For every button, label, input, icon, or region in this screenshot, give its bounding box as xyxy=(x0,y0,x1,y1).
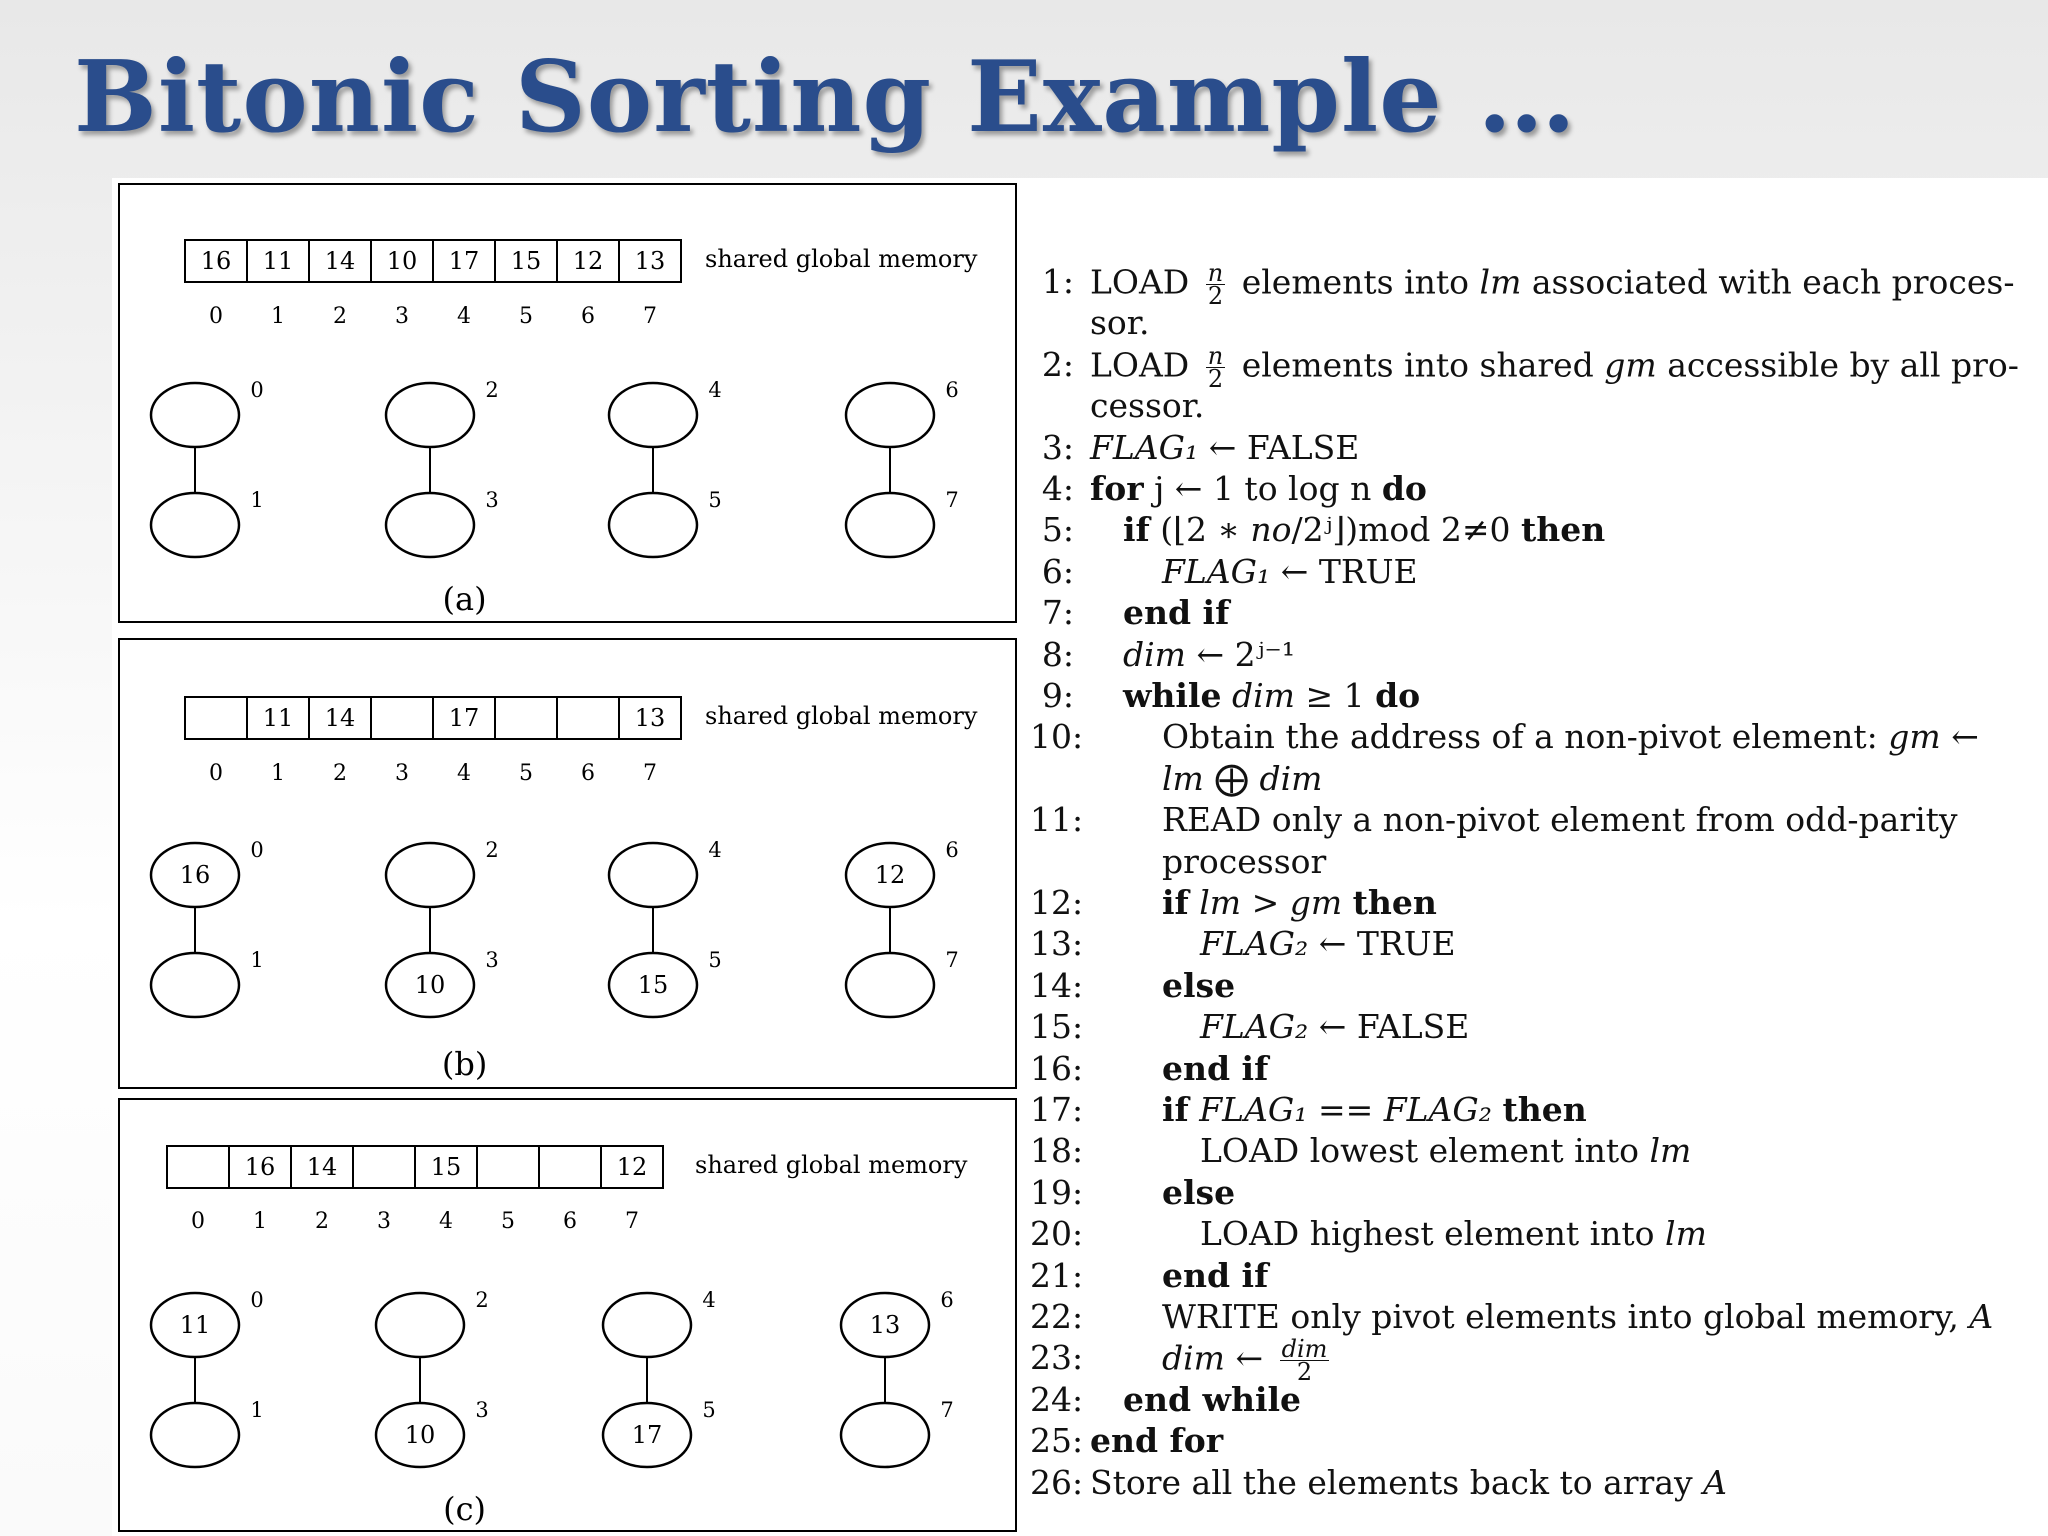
memory-index: 4 xyxy=(439,1209,453,1234)
processor-node xyxy=(151,1403,239,1467)
memory-index: 5 xyxy=(519,761,533,786)
processor-value: 15 xyxy=(637,971,669,999)
algorithm-line xyxy=(1030,1421,2040,1463)
line-text xyxy=(1162,966,1235,1005)
code-text: dim xyxy=(1259,758,1323,798)
processor-node xyxy=(846,493,934,557)
line-text xyxy=(1200,1131,1691,1170)
keyword: end if xyxy=(1162,1255,1269,1295)
processor-node xyxy=(151,493,239,557)
memory-value: 13 xyxy=(634,247,666,275)
memory-value: 15 xyxy=(430,1153,462,1181)
algorithm-line xyxy=(1030,842,2040,884)
line-number: 16: xyxy=(1030,1048,1084,1088)
code-text: ← xyxy=(1940,717,1979,757)
line-number: 18: xyxy=(1030,1131,1084,1171)
keyword: then xyxy=(1521,510,1606,550)
code-text: WRITE only pivot elements into global memory, xyxy=(1162,1297,1970,1336)
figure-panel-c xyxy=(118,1098,1017,1532)
processor-id: 7 xyxy=(945,948,959,972)
line-text xyxy=(1162,1297,1993,1336)
code-text: lm xyxy=(1649,1131,1692,1171)
line-number: 21: xyxy=(1030,1255,1084,1295)
line-text xyxy=(1090,386,1204,425)
line-number: 10: xyxy=(1030,717,1084,757)
keyword: end if xyxy=(1162,1048,1269,1088)
line-text xyxy=(1200,1007,1469,1046)
code-text xyxy=(1342,883,1353,922)
processor-id: 5 xyxy=(708,488,722,512)
memory-index: 4 xyxy=(457,304,471,329)
line-number: 17: xyxy=(1030,1090,1084,1129)
keyword: then xyxy=(1502,1090,1587,1129)
memory-value: 10 xyxy=(386,247,418,275)
memory-cell xyxy=(477,1146,539,1188)
memory-index: 7 xyxy=(643,761,657,786)
memory-index: 7 xyxy=(643,304,657,329)
processor-id: 5 xyxy=(708,948,722,972)
processor-value: 10 xyxy=(404,1421,436,1449)
code-text: gm xyxy=(1604,345,1657,385)
memory-value: 15 xyxy=(510,247,542,275)
algorithm-line xyxy=(1030,717,2040,759)
line-number: 19: xyxy=(1030,1172,1084,1212)
code-text: FLAG₂ xyxy=(1383,1090,1492,1129)
code-text: ← 2ʲ⁻¹ xyxy=(1185,634,1295,674)
line-number: 26: xyxy=(1030,1462,1084,1502)
code-text: (⌊2 ∗ xyxy=(1149,510,1251,550)
line-text xyxy=(1162,1049,1268,1088)
processor-node xyxy=(603,1293,691,1357)
code-text: gm xyxy=(1289,883,1343,922)
keyword: end while xyxy=(1123,1379,1302,1419)
memory-index: 7 xyxy=(625,1209,639,1234)
processor-node xyxy=(151,383,239,447)
code-text: ← xyxy=(1224,1338,1274,1378)
code-text: ← FALSE xyxy=(1308,1007,1470,1047)
processor-value: 10 xyxy=(414,971,446,999)
algorithm-line xyxy=(1030,1090,2040,1132)
algorithm-line xyxy=(1030,1335,2040,1387)
code-text: LOAD lowest element into xyxy=(1200,1131,1650,1171)
line-number: 8: xyxy=(1041,634,1074,674)
memory-value: 16 xyxy=(244,1153,276,1181)
code-text: dim xyxy=(1162,1338,1225,1378)
line-number: 20: xyxy=(1030,1214,1084,1254)
processor-id: 3 xyxy=(475,1398,489,1422)
code-text: dim xyxy=(1231,676,1295,715)
processor-id: 0 xyxy=(250,378,264,402)
memory-value: 14 xyxy=(324,247,356,275)
memory-value: 12 xyxy=(572,247,604,275)
memory-index: 0 xyxy=(209,304,223,329)
algorithm-line xyxy=(1030,1297,2040,1339)
code-text xyxy=(1189,1090,1200,1129)
line-text xyxy=(1162,1173,1235,1212)
algorithm-line xyxy=(1030,1173,2040,1215)
processor-node xyxy=(386,843,474,907)
line-number: 25: xyxy=(1030,1421,1084,1461)
processor-id: 0 xyxy=(250,1288,264,1312)
keyword: if xyxy=(1162,1090,1189,1129)
code-text: lm xyxy=(1162,758,1204,798)
memory-cell xyxy=(495,697,557,739)
processor-id: 4 xyxy=(702,1288,716,1312)
processor-id: 6 xyxy=(940,1288,954,1312)
code-text: lm xyxy=(1479,262,1522,302)
algorithm-line xyxy=(1030,1463,2040,1505)
line-number: 12: xyxy=(1030,883,1084,922)
line-number: 3: xyxy=(1041,427,1074,467)
line-text xyxy=(1090,428,1359,467)
algorithm-line xyxy=(1030,1256,2040,1298)
line-text xyxy=(1162,1090,1587,1129)
algorithm-line xyxy=(1030,1049,2040,1091)
line-text xyxy=(1162,883,1437,922)
line-number: 22: xyxy=(1030,1297,1084,1336)
code-text: lm xyxy=(1199,883,1242,922)
processor-id: 4 xyxy=(708,838,722,862)
processor-value: 12 xyxy=(874,861,906,889)
code-text: FLAG₁ xyxy=(1199,1090,1308,1129)
line-number: 5: xyxy=(1041,510,1074,550)
processor-id: 2 xyxy=(475,1288,489,1312)
code-text: elements into shared xyxy=(1231,345,1605,385)
code-text: associated with each proces- xyxy=(1521,262,2015,302)
code-text: LOAD highest element into xyxy=(1200,1214,1666,1254)
processor-node xyxy=(846,383,934,447)
line-number: 7: xyxy=(1041,593,1074,633)
memory-index: 1 xyxy=(253,1209,267,1234)
processor-id: 2 xyxy=(485,378,499,402)
memory-cell xyxy=(371,697,433,739)
code-text: Obtain the address of a non-pivot element: xyxy=(1162,717,1889,757)
line-text xyxy=(1162,1335,1335,1387)
memory-index: 2 xyxy=(315,1209,329,1234)
processor-value: 11 xyxy=(179,1311,211,1339)
memory-index: 0 xyxy=(191,1209,205,1234)
processor-node xyxy=(609,493,697,557)
line-text xyxy=(1123,676,1420,715)
line-text xyxy=(1162,800,1958,839)
line-text xyxy=(1123,635,1295,674)
code-text: ← TRUE xyxy=(1308,924,1456,964)
memory-value: 14 xyxy=(324,704,356,732)
line-number: 24: xyxy=(1030,1379,1084,1419)
memory-index: 3 xyxy=(395,304,409,329)
keyword: else xyxy=(1162,965,1236,1005)
processor-node xyxy=(386,493,474,557)
processor-id: 1 xyxy=(250,948,264,972)
algorithm-line xyxy=(1030,552,2040,594)
keyword: else xyxy=(1162,1172,1236,1212)
line-number: 1: xyxy=(1041,262,1074,301)
algorithm-line xyxy=(1030,1380,2040,1422)
code-text: ← FALSE xyxy=(1198,427,1360,467)
line-number: 9: xyxy=(1041,676,1074,715)
memory-value: 11 xyxy=(262,247,294,275)
code-text: j ← 1 to log n xyxy=(1143,469,1382,508)
panel-caption: (c) xyxy=(443,1490,487,1528)
processor-id: 6 xyxy=(945,838,959,862)
code-text: LOAD xyxy=(1090,262,1200,302)
processor-id: 2 xyxy=(485,838,499,862)
keyword: while xyxy=(1123,676,1222,715)
processor-node xyxy=(609,843,697,907)
code-text: gm xyxy=(1888,717,1941,757)
processor-node xyxy=(376,1293,464,1357)
algorithm-line xyxy=(1030,1007,2040,1049)
code-text: FLAG₁ xyxy=(1162,551,1271,591)
algorithm-line xyxy=(1030,303,2040,345)
panel-diagram xyxy=(120,640,1015,1087)
algorithm-line xyxy=(1030,259,2040,310)
memory-value: 11 xyxy=(262,704,294,732)
processor-node xyxy=(841,1403,929,1467)
memory-index: 6 xyxy=(563,1209,577,1234)
memory-index: 6 xyxy=(581,761,595,786)
processor-value: 17 xyxy=(631,1421,663,1449)
memory-index: 6 xyxy=(581,304,595,329)
processor-node xyxy=(386,383,474,447)
line-text xyxy=(1200,1214,1707,1253)
code-text: LOAD xyxy=(1090,345,1200,385)
memory-index: 2 xyxy=(333,304,347,329)
memory-cell xyxy=(185,697,247,739)
processor-node xyxy=(609,383,697,447)
figure-panel-a xyxy=(118,183,1017,623)
keyword: for xyxy=(1090,469,1144,508)
code-text: elements into xyxy=(1231,262,1480,302)
code-text: accessible by all pro- xyxy=(1656,345,2019,385)
memory-value: 13 xyxy=(634,704,666,732)
line-number: 23: xyxy=(1030,1338,1084,1378)
code-text: FLAG₂ xyxy=(1200,924,1309,964)
algorithm-line xyxy=(1030,759,2040,801)
algorithm-line xyxy=(1030,800,2040,842)
keyword: end for xyxy=(1090,1421,1224,1461)
algorithm-line xyxy=(1030,966,2040,1008)
processor-value: 13 xyxy=(869,1311,901,1339)
algorithm-line xyxy=(1030,386,2040,428)
panel-diagram xyxy=(120,1100,1015,1530)
keyword: then xyxy=(1352,883,1437,922)
code-text xyxy=(1492,1090,1503,1129)
keyword: if xyxy=(1162,883,1189,922)
code-text: FLAG₁ xyxy=(1090,427,1199,467)
code-text: sor. xyxy=(1090,303,1150,343)
panel-diagram xyxy=(120,185,1015,621)
code-text: cessor. xyxy=(1090,386,1205,426)
figure-panel-b xyxy=(118,638,1017,1089)
memory-cell xyxy=(557,697,619,739)
algorithm-line xyxy=(1030,1214,2040,1256)
line-text xyxy=(1090,341,2019,393)
processor-id: 3 xyxy=(485,488,499,512)
line-number: 6: xyxy=(1041,551,1074,591)
line-number: 15: xyxy=(1030,1007,1084,1047)
line-text xyxy=(1123,593,1229,632)
line-number: 2: xyxy=(1041,344,1074,384)
processor-id: 5 xyxy=(702,1398,716,1422)
processor-id: 1 xyxy=(250,1398,264,1422)
code-text: Store all the elements back to array xyxy=(1090,1462,1704,1502)
processor-value: 16 xyxy=(179,861,211,889)
line-text xyxy=(1162,552,1418,591)
memory-value: 14 xyxy=(306,1153,338,1181)
processor-id: 4 xyxy=(708,378,722,402)
line-text xyxy=(1123,510,1605,549)
fraction: $\frac{n}{2}$ xyxy=(1207,341,1224,393)
shared-memory-label: shared global memory xyxy=(695,1151,968,1179)
line-text xyxy=(1090,259,2015,310)
slide-title: Bitonic Sorting Example … xyxy=(74,40,1577,155)
line-number: 4: xyxy=(1041,469,1074,508)
line-text xyxy=(1090,469,1427,508)
code-text: lm xyxy=(1665,1214,1707,1254)
memory-cell xyxy=(167,1146,229,1188)
memory-index: 0 xyxy=(209,761,223,786)
line-text xyxy=(1162,717,1979,756)
code-text: ⨁ xyxy=(1203,758,1260,799)
memory-index: 4 xyxy=(457,761,471,786)
algorithm-line xyxy=(1030,924,2040,966)
processor-node xyxy=(151,953,239,1017)
line-text xyxy=(1162,842,1326,881)
fraction: $\frac{n}{2}$ xyxy=(1207,259,1224,310)
line-text xyxy=(1090,1421,1223,1460)
line-text xyxy=(1162,1256,1268,1295)
algorithm-line xyxy=(1030,635,2040,677)
panel-caption: (b) xyxy=(441,1045,488,1083)
algorithm-line xyxy=(1030,341,2040,393)
keyword: do xyxy=(1381,469,1427,508)
algorithm-line xyxy=(1030,1131,2040,1173)
code-text: > xyxy=(1241,883,1290,922)
code-text xyxy=(1221,676,1232,715)
memory-index: 2 xyxy=(333,761,347,786)
code-text: ← TRUE xyxy=(1270,551,1418,591)
fraction: $\frac{\text{dim}}{2}$ xyxy=(1281,1335,1328,1387)
line-text xyxy=(1162,759,1322,799)
keyword: do xyxy=(1375,676,1421,715)
line-text xyxy=(1090,1463,1727,1502)
processor-id: 7 xyxy=(945,488,959,512)
memory-index: 3 xyxy=(395,761,409,786)
line-text xyxy=(1090,303,1149,342)
shared-memory-label: shared global memory xyxy=(705,245,978,273)
line-text xyxy=(1123,1380,1301,1419)
line-number: 13: xyxy=(1030,924,1084,964)
algorithm-line xyxy=(1030,469,2040,511)
code-text: ≥ 1 xyxy=(1294,676,1376,715)
code-text: dim xyxy=(1123,634,1186,674)
algorithm-line xyxy=(1030,676,2040,718)
code-text: == xyxy=(1307,1090,1384,1129)
algorithm-line xyxy=(1030,510,2040,552)
memory-value: 12 xyxy=(616,1153,648,1181)
algorithm-line xyxy=(1030,883,2040,925)
keyword: end if xyxy=(1123,593,1230,633)
panel-caption: (a) xyxy=(442,580,487,618)
code-text: processor xyxy=(1162,841,1327,881)
code-text: READ only a non-pivot element from odd-parity xyxy=(1162,800,1958,840)
code-text: A xyxy=(1703,1462,1727,1502)
code-text xyxy=(1189,883,1200,922)
processor-id: 3 xyxy=(485,948,499,972)
memory-index: 1 xyxy=(271,761,285,786)
memory-index: 5 xyxy=(501,1209,515,1234)
line-number: 14: xyxy=(1030,965,1084,1005)
memory-index: 1 xyxy=(271,304,285,329)
processor-node xyxy=(846,953,934,1017)
line-text xyxy=(1200,924,1456,963)
keyword: if xyxy=(1123,510,1150,550)
processor-id: 6 xyxy=(945,378,959,402)
memory-index: 5 xyxy=(519,304,533,329)
processor-id: 0 xyxy=(250,838,264,862)
memory-cell xyxy=(539,1146,601,1188)
algorithm-line xyxy=(1030,593,2040,635)
memory-value: 17 xyxy=(448,247,480,275)
memory-value: 17 xyxy=(448,704,480,732)
algorithm-line xyxy=(1030,428,2040,470)
processor-id: 7 xyxy=(940,1398,954,1422)
processor-id: 1 xyxy=(250,488,264,512)
memory-index: 3 xyxy=(377,1209,391,1234)
code-text: FLAG₂ xyxy=(1200,1007,1309,1047)
shared-memory-label: shared global memory xyxy=(705,702,978,730)
code-text: /2ʲ⌋)mod 2≠0 xyxy=(1291,510,1522,550)
code-text: no xyxy=(1250,510,1292,550)
line-number: 11: xyxy=(1030,800,1084,840)
memory-value: 16 xyxy=(200,247,232,275)
memory-cell xyxy=(353,1146,415,1188)
code-text: A xyxy=(1969,1297,1994,1336)
